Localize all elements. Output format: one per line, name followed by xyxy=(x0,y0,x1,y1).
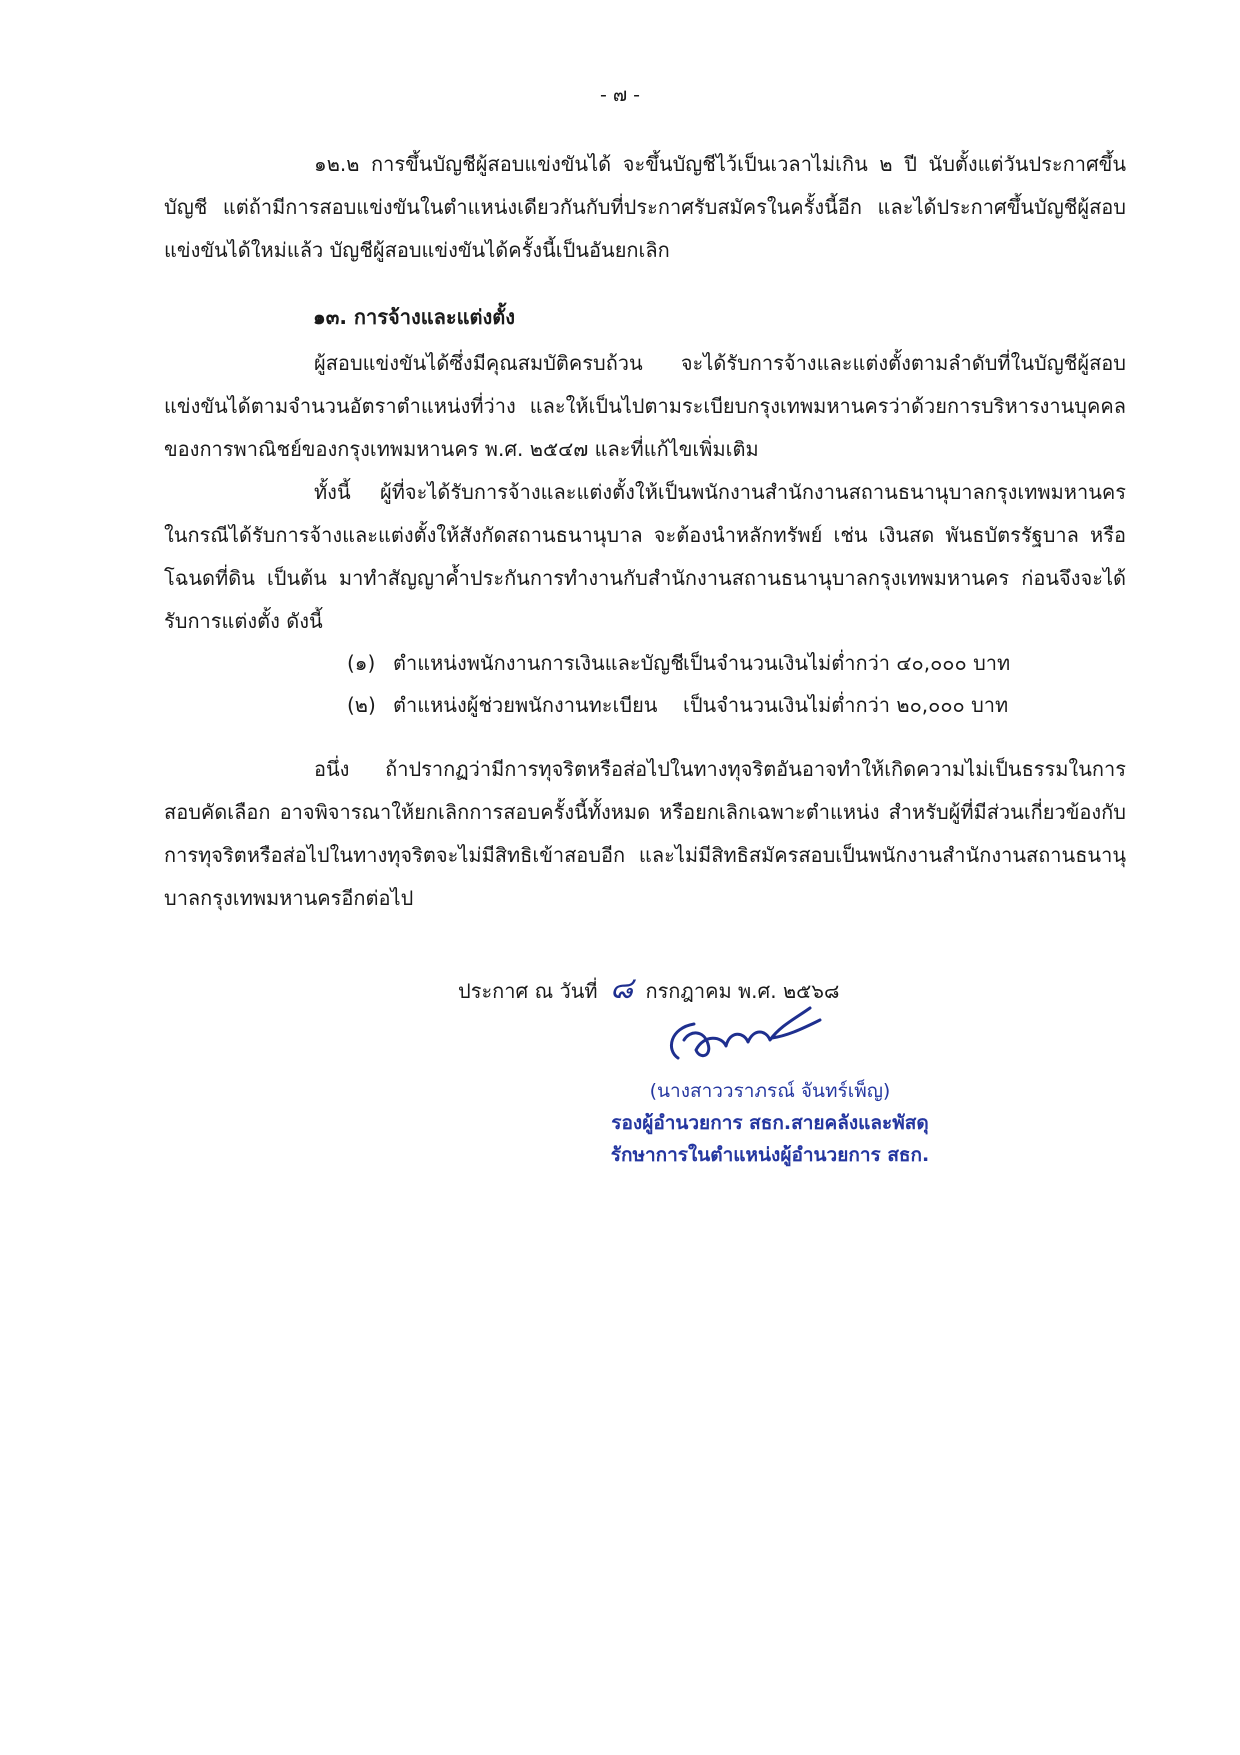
fraud-notice-paragraph: อนึ่ง ถ้าปรากฏว่ามีการทุจริตหรือส่อไปในทางทุจริตอันอาจทำให้เกิดความไม่เป็นธรรมในการสอบคัดเลือก อาจพิจารณาให้ยกเลิกการสอบครั้งนี้ทั้งหมด หรือยกเลิกเฉพาะตำแหน่ง สำหรับผู้ที่มีส่วนเกี่ยวข้องกับการทุจริตหรือส่อไปในทางทุจริตจะไม่มีสิทธิเข้าสอบอีก และไม่มีสิทธิสมัครสอบเป็นพนักงานสำนักงานสถานธนานุบาลกรุงเทพมหานครอีกต่อไป xyxy=(164,757,1126,910)
date-day-handwritten: ๘ xyxy=(609,971,634,1006)
section-12-2-paragraph: ๑๒.๒ การขึ้นบัญชีผู้สอบแข่งขันได้ จะขึ้นบัญชีไว้เป็นเวลาไม่เกิน ๒ ปี นับตั้งแต่วันประกาศขึ้นบัญชี แต่ถ้ามีการสอบแข่งขันในตำแหน่งเดียวกันกับที่ประกาศรับสมัครในครั้งนี้อีก และได้ประกาศขึ้นบัญชีผู้สอบแข่งขันได้ใหม่แล้ว บัญชีผู้สอบแข่งขันได้ครั้งนี้เป็นอันยกเลิก xyxy=(164,152,1126,262)
signature-mark xyxy=(660,1000,830,1070)
guarantee-item-1 xyxy=(347,646,1010,680)
item-title: ตำแหน่งพนักงานการเงินและบัญชี xyxy=(393,651,684,675)
item-number: (๑) xyxy=(347,651,376,675)
item-amount: เป็นจำนวนเงินไม่ต่ำกว่า ๔๐,๐๐๐ บาท xyxy=(683,651,1011,675)
guarantee-item-2 xyxy=(347,688,1008,722)
date-prefix: ประกาศ ณ วันที่ xyxy=(458,979,598,1003)
signer-position: รองผู้อำนวยการ สธก.สายคลังและพัสดุ xyxy=(611,1112,929,1134)
page-number: - ๗ - xyxy=(599,84,641,106)
item-amount: เป็นจำนวนเงินไม่ต่ำกว่า ๒๐,๐๐๐ บาท xyxy=(683,693,1009,717)
section-13-heading: ๑๓. การจ้างและแต่งตั้ง xyxy=(313,305,516,329)
section-13-paragraph-1: ผู้สอบแข่งขันได้ซึ่งมีคุณสมบัติครบถ้วน จะได้รับการจ้างและแต่งตั้งตามลำดับที่ในบัญชีผู้สอบแข่งขันได้ตามจำนวนอัตราตำแหน่งที่ว่าง และให้เป็นไปตามระเบียบกรุงเทพมหานครว่าด้วยการบริหารงานบุคคลของการพาณิชย์ของกรุงเทพมหานคร พ.ศ. ๒๕๔๗ และที่แก้ไขเพิ่มเติม xyxy=(164,351,1126,461)
item-title: ตำแหน่งผู้ช่วยพนักงานทะเบียน xyxy=(393,693,658,717)
signer-name: (นางสาววราภรณ์ จันทร์เพ็ญ) xyxy=(649,1080,891,1102)
date-month-year: กรกฎาคม พ.ศ. ๒๕๖๘ xyxy=(645,979,840,1003)
section-13-paragraph-2: ทั้งนี้ ผู้ที่จะได้รับการจ้างและแต่งตั้งให้เป็นพนักงานสำนักงานสถานธนานุบาลกรุงเทพมหานคร ในกรณีได้รับการจ้างและแต่งตั้งให้สังกัดสถานธนานุบาล จะต้องนำหลักทรัพย์ เช่น เงินสด พันธบัตรรัฐบาล หรือโฉนดที่ดิน เป็นต้น มาทำสัญญาค้ำประกันการทำงานกับสำนักงานสถานธนานุบาลกรุงเทพมหานคร ก่อนจึงจะได้รับการแต่งตั้ง ดังนี้ xyxy=(164,480,1126,633)
signer-acting-position: รักษาการในตำแหน่งผู้อำนวยการ สธก. xyxy=(610,1144,930,1166)
item-number: (๒) xyxy=(347,693,376,717)
